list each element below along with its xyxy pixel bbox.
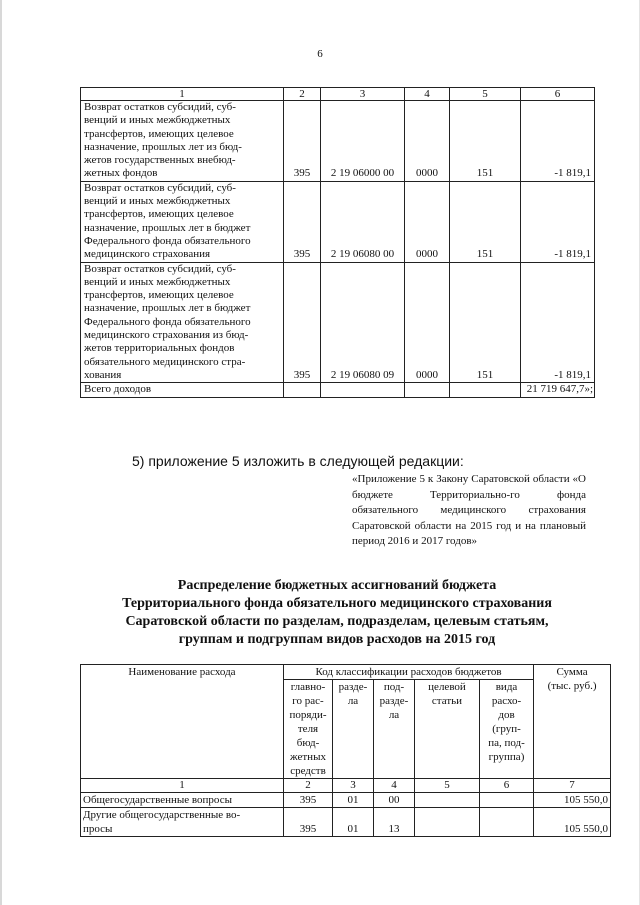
table-row [81, 808, 611, 837]
total-label: Всего доходов [81, 383, 284, 397]
table-row [81, 101, 595, 182]
col-number: 1 [81, 779, 284, 793]
col-number: 6 [521, 88, 595, 101]
col-number: 3 [321, 88, 405, 101]
table-row [81, 181, 595, 262]
kosgu-code: 151 [450, 262, 521, 383]
col-number: 1 [81, 88, 284, 101]
revenue-code: 2 19 06000 00 [321, 101, 405, 182]
sum: 105 550,0 [534, 793, 611, 808]
kosgu-code: 151 [450, 101, 521, 182]
amount: -1 819,1 [521, 262, 595, 383]
expense-column-numbers [81, 779, 611, 793]
section-code: 01 [333, 793, 374, 808]
page-number: 6 [317, 48, 323, 60]
col-number: 6 [480, 779, 534, 793]
section-title: Распределение бюджетных ассигнований бюджета Территориального фонда обязательного медицинского страхования Саратовской области по разделам, подразделам, целевым статьям, группам и подгруппам видов расходов на 2015 год [122, 578, 552, 647]
table-row [81, 793, 611, 808]
col-number: 4 [374, 779, 415, 793]
sum: 105 550,0 [534, 808, 611, 837]
type-code [480, 808, 534, 837]
expense-table [80, 664, 611, 837]
subsection-code: 00 [374, 793, 415, 808]
total-amount: 21 719 647,7»; [521, 383, 595, 397]
subheader-target: целевой статьи [415, 680, 480, 779]
admin-code: 395 [284, 181, 321, 262]
target-code [415, 808, 480, 837]
col-number: 5 [450, 88, 521, 101]
admin-code: 395 [284, 101, 321, 182]
main-admin-code: 395 [284, 808, 333, 837]
row-description: Возврат остатков субсидий, суб- венций и иных межбюджетных трансфертов, имеющих целевое назначение, прошлых лет в бюджет Федерального фонда обязательного медицинского страхования [81, 181, 284, 262]
revenue-table-header [81, 88, 595, 101]
subheader-section: разде- ла [333, 680, 374, 779]
target-code [415, 793, 480, 808]
col-number: 2 [284, 88, 321, 101]
col-number: 3 [333, 779, 374, 793]
table-row [81, 262, 595, 383]
main-admin-code: 395 [284, 793, 333, 808]
admin-code: 395 [284, 262, 321, 383]
program-code: 0000 [405, 262, 450, 383]
page-left-edge [0, 0, 2, 905]
row-description: Другие общегосударственные во- просы [81, 808, 284, 837]
row-description: Общегосударственные вопросы [81, 793, 284, 808]
subheader-main-admin: главно- го рас- поряди- теля бюд- жетных средств [284, 680, 333, 779]
revenue-table [80, 87, 595, 398]
kosgu-code: 151 [450, 181, 521, 262]
header-sum: Сумма (тыс. руб.) [534, 665, 611, 779]
header-name: Наименование расхода [81, 665, 284, 779]
total-row [81, 383, 595, 397]
col-number: 5 [415, 779, 480, 793]
amount: -1 819,1 [521, 181, 595, 262]
revenue-code: 2 19 06080 09 [321, 262, 405, 383]
amendment-intro: 5) приложение 5 изложить в следующей редакции: [132, 453, 464, 469]
expense-header-row [81, 665, 611, 680]
subheader-type: вида расхо- дов (груп- па, под- группа) [480, 680, 534, 779]
subheader-subsection: под- разде- ла [374, 680, 415, 779]
col-number: 2 [284, 779, 333, 793]
appendix-reference: «Приложение 5 к Закону Саратовской области «О бюджете Территориально-го фонда обязательного медицинского страхования Саратовской области на 2015 год и на плановый период 2016 и 2017 годов» [352, 473, 586, 548]
col-number: 7 [534, 779, 611, 793]
header-code: Код классификации расходов бюджетов [284, 665, 534, 680]
subsection-code: 13 [374, 808, 415, 837]
row-description: Возврат остатков субсидий, суб- венций и иных межбюджетных трансфертов, имеющих целевое назначение, прошлых лет в бюджет Федерального фонда обязательного медицинского страхования из бюд- жетов территориальных фондов обязательного медицинского стра- хования [81, 262, 284, 383]
amount: -1 819,1 [521, 101, 595, 182]
row-description: Возврат остатков субсидий, суб- венций и иных межбюджетных трансфертов, имеющих целевое назначение, прошлых лет из бюд- жетов государственных внебюд- жетных фондов [81, 101, 284, 182]
type-code [480, 793, 534, 808]
program-code: 0000 [405, 181, 450, 262]
col-number: 4 [405, 88, 450, 101]
revenue-code: 2 19 06080 00 [321, 181, 405, 262]
section-code: 01 [333, 808, 374, 837]
program-code: 0000 [405, 101, 450, 182]
